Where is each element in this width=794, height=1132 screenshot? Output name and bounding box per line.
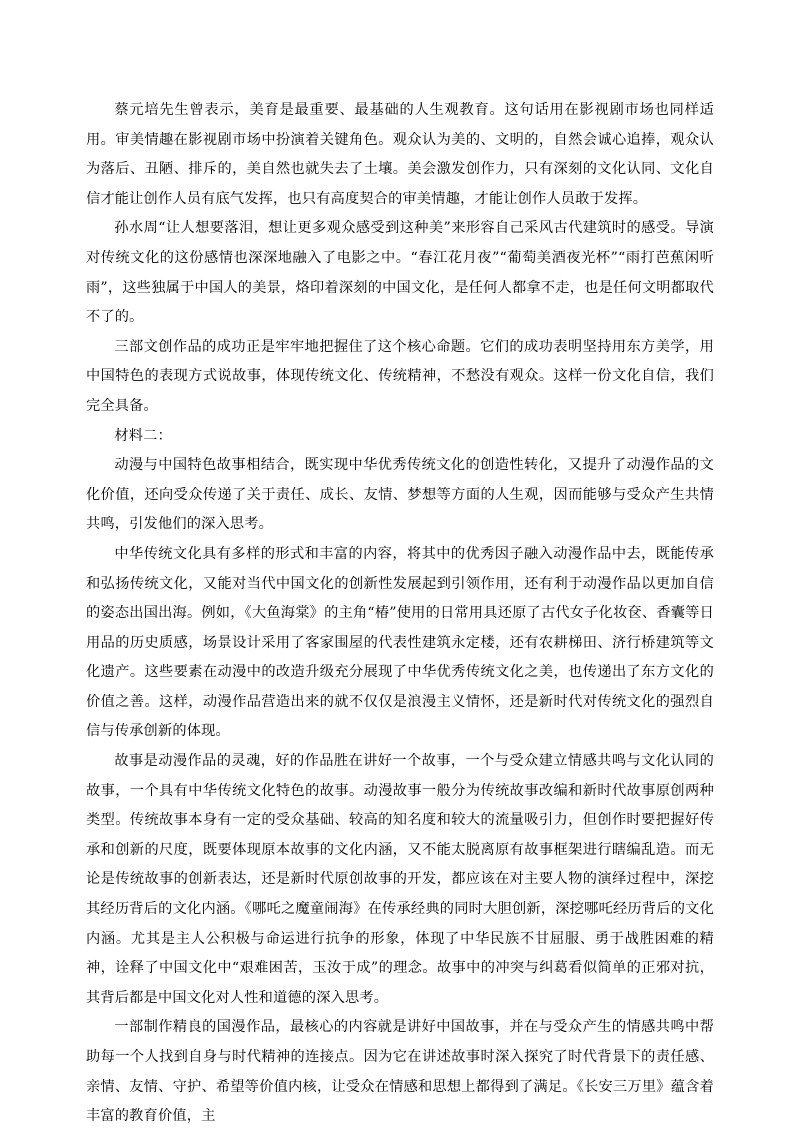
paragraph-animation-stories: 动漫与中国特色故事相结合，既实现中华优秀传统文化的创造性转化，又提升了动漫作品的文化价值，还向受众传递了关于责任、成长、友情、梦想等方面的人生观，因而能够与受众产生共情共鸣，引发他们的深入思考。 (86, 457, 714, 533)
paragraph-sun-shuizhou: 孙水周“让人想要落泪，想让更多观众感受到这种美”来形容自己采风古代建筑时的感受。导演对传统文化的这份感情也深深地融入了电影之中。“春江花月夜”“葡萄美酒夜光杯”“雨打芭蕉闲听雨”，这些独属于中国人的美景，烙印着深刻的中国文化，是任何人都拿不走，也是任何文明都取代不了的。 (86, 220, 714, 326)
paragraph-story-soul: 故事是动漫作品的灵魂，好的作品胜在讲好一个故事，一个与受众建立情感共鸣与文化认同的故事，一个具有中华传统文化特色的故事。动漫故事一般分为传统故事改编和新时代故事原创两种类型。传统故事本身有一定的受众基础、较高的知名度和较大的流量吸引力，但创作时要把握好传承和创新的尺度，既要体现原本故事的文化内涵，又不能太脱离原有故事框架进行瞎编乱造。而无论是传统故事的创新表达，还是新时代原创故事的开发，都应该在对主要人物的演绎过程中，深挖其经历背后的文化内涵。《哪吒之魔童闹海》在传承经典的同时大胆创新，深挖哪吒经历背后的文化内涵。尤其是主人公积极与命运进行抗争的形象，体现了中华民族不甘屈服、勇于战胜困难的精神，诠释了中国文化中“艰难困苦，玉汝于成”的理念。故事中的冲突与纠葛看似简单的正邪对抗，其背后都是中国文化对人性和道德的深入思考。 (86, 753, 714, 1006)
document-body (86, 96, 714, 1132)
paragraph-traditional-culture: 中华传统文化具有多样的形式和丰富的内容，将其中的优秀因子融入动漫作品中去，既能传承和弘扬传统文化，又能对当代中国文化的创新性发展起到引领作用，还有利于动漫作品以更加自信的姿态出国出海。例如，《大鱼海棠》的主角“椿”使用的日常用具还原了古代女子化妆奁、香囊等日用品的历史质感，场景设计采用了客家围屋的代表性建筑永定楼，还有农耕梯田、济行桥建筑等文化遗产。这些要素在动漫中的改造升级充分展现了中华优秀传统文化之美，也传递出了东方文化的价值之善。这样，动漫作品营造出来的就不仅仅是浪漫主义情怀，还是新时代对传统文化的强烈自信与传承创新的体现。 (86, 545, 714, 740)
paragraph-three-works: 三部文创作品的成功正是牢牢地把握住了这个核心命题。它们的成功表明坚持用东方美学，用中国特色的表现方式说故事，体现传统文化、传统精神，不愁没有观众。这样一份文化自信，我们完全具备。 (86, 338, 714, 414)
paragraph-guoman-core: 一部制作精良的国漫作品，最核心的内容就是讲好中国故事，并在与受众产生的情感共鸣中帮助每一个人找到自身与时代精神的连接点。因为它在讲述故事时深入探究了时代背景下的责任感、亲情、友情、守护、希望等价值内核，让受众在情感和思想上都得到了满足。《长安三万里》蕴含着丰富的教育价值，主 (86, 1019, 714, 1125)
section-heading-material-two: 材料二： (114, 427, 172, 444)
paragraph-cai-yuanpei: 蔡元培先生曾表示，美育是最重要、最基础的人生观教育。这句话用在影视剧市场也同样适用。审美情趣在影视剧市场中扮演着关键角色。观众认为美的、文明的，自然会诚心追捧，观众认为落后、丑陋、排斥的，美自然也就失去了土壤。美会激发创作力，只有深刻的文化认同、文化自信才能让创作人员有底气发挥，也只有高度契合的审美情趣，才能让创作人员敢于发挥。 (86, 102, 714, 207)
